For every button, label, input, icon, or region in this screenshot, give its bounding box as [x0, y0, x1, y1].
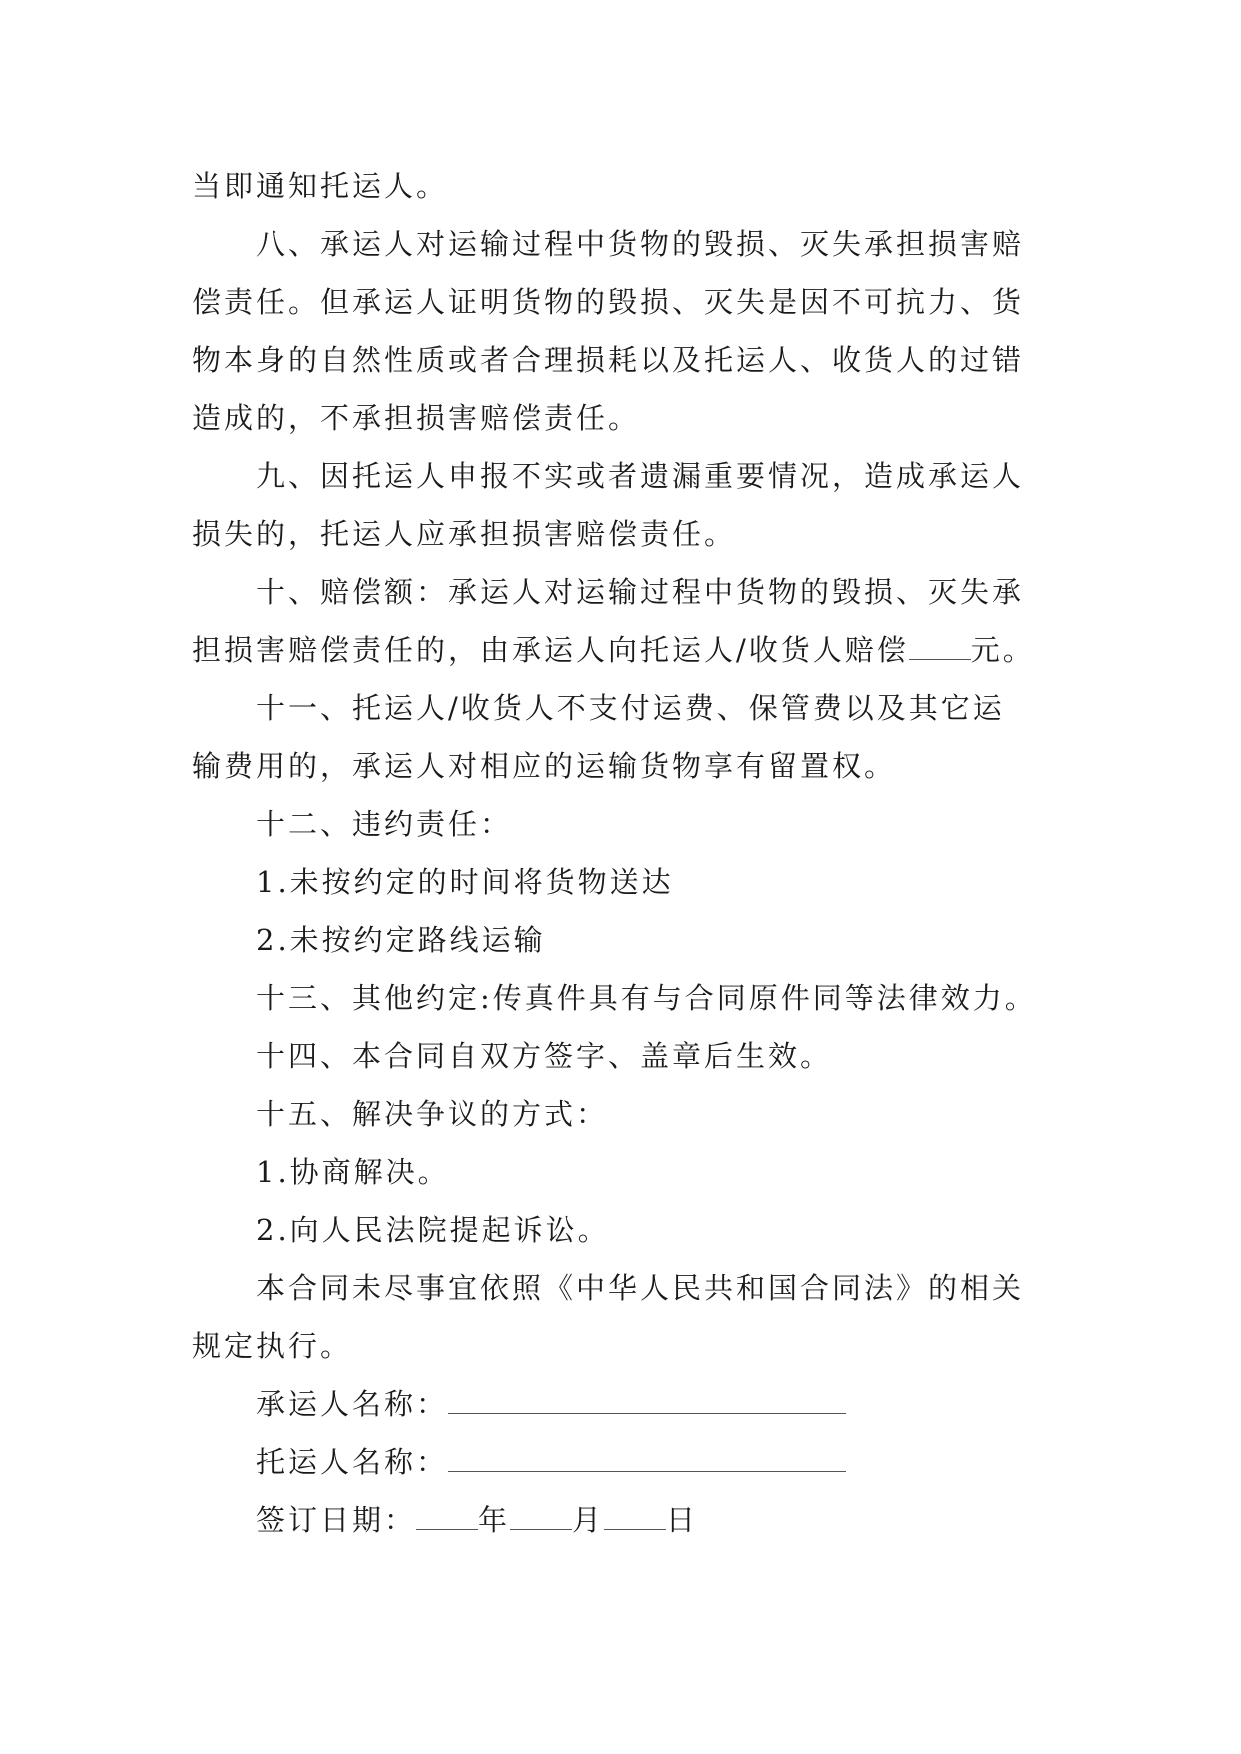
clause-8-line: 物本身的自然性质或者合理损耗以及托运人、收货人的过错: [192, 343, 1025, 377]
clause-10-unit: 元。: [970, 633, 1035, 667]
clause-12-item: 2.未按约定路线运输: [256, 923, 546, 957]
clause-11-line: 输费用的，承运人对相应的运输货物享有留置权。: [192, 749, 897, 783]
clause-14-line: 十四、本合同自双方签字、盖章后生效。: [256, 1039, 833, 1073]
day-blank[interactable]: [604, 1499, 666, 1530]
shipper-name-row: [192, 1433, 1050, 1491]
year-blank[interactable]: [416, 1499, 478, 1530]
day-label: 日: [666, 1503, 699, 1537]
shipper-name-blank[interactable]: [448, 1441, 846, 1472]
clause-12-item: 1.未按约定的时间将货物送达: [256, 865, 674, 899]
compensation-amount-blank: [909, 629, 971, 660]
clause-15-heading: 十五、解决争议的方式：: [256, 1097, 609, 1131]
month-blank[interactable]: [510, 1499, 572, 1530]
clause-9-line: 损失的，托运人应承担损害赔偿责任。: [192, 517, 737, 551]
signing-date-label: 签订日期：: [256, 1503, 417, 1537]
clause-9-line: 九、因托运人申报不实或者遗漏重要情况，造成承运人: [256, 459, 1025, 493]
clause-13-line: 十三、其他约定:传真件具有与合同原件同等法律效力。: [256, 981, 1037, 1015]
clause-12-heading: 十二、违约责任：: [256, 807, 513, 841]
carrier-name-row: [192, 1375, 1050, 1433]
clause-15-item: 1.协商解决。: [256, 1155, 450, 1189]
clause-11-line: 十一、托运人/收货人不支付运费、保管费以及其它运: [256, 691, 1005, 725]
clause-10-line: [192, 621, 1050, 679]
shipper-name-label: 托运人名称：: [256, 1445, 449, 1479]
carrier-name-label: 承运人名称：: [256, 1387, 449, 1421]
closing-line: 规定执行。: [192, 1329, 353, 1363]
carrier-name-blank[interactable]: [448, 1383, 846, 1414]
clause-8-line: 八、承运人对运输过程中货物的毁损、灭失承担损害赔: [256, 227, 1025, 261]
clause-15-item: 2.向人民法院提起诉讼。: [256, 1213, 610, 1247]
year-label: 年: [478, 1503, 511, 1537]
closing-line: 本合同未尽事宜依照《中华人民共和国合同法》的相关: [256, 1271, 1025, 1305]
contract-body: [192, 157, 1050, 1549]
clause-8-line: 偿责任。但承运人证明货物的毁损、灭失是因不可抗力、货: [192, 285, 1025, 319]
paragraph-line: 当即通知托运人。: [192, 169, 449, 203]
clause-10-line: 十、赔偿额：承运人对运输过程中货物的毁损、灭失承: [256, 575, 1025, 609]
signing-date-row: [192, 1491, 1050, 1549]
clause-10-text: 担损害赔偿责任的，由承运人向托运人/收货人赔偿: [192, 633, 909, 667]
clause-8-line: 造成的，不承担损害赔偿责任。: [192, 401, 641, 435]
month-label: 月: [572, 1503, 605, 1537]
